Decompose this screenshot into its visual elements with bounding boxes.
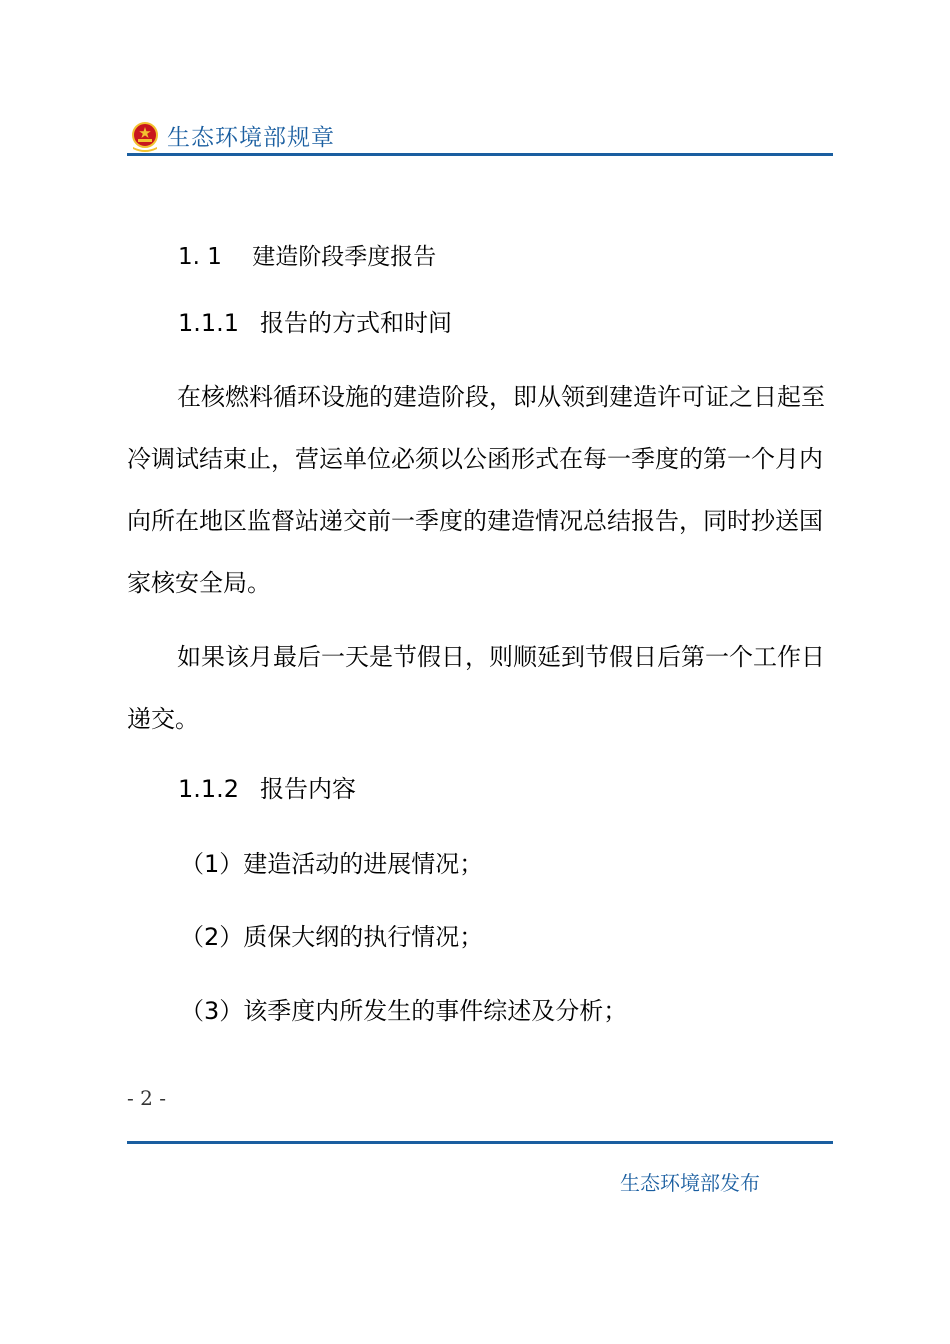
list-item-2: （2）质保大纲的执行情况； — [180, 923, 484, 951]
subsection-1-number: 1.1.1 — [178, 309, 240, 337]
paragraph-2: 如果该月最后一天是节假日，则顺延到节假日后第一个工作日递交。 — [127, 643, 825, 733]
paragraph-1: 在核燃料循环设施的建造阶段，即从领到建造许可证之日起至冷调试结束止，营运单位必须以公函形式在每一季度的第一个月内向所在地区监督站递交前一季度的建造情况总结报告，同时抄送国家核安全局。 — [127, 383, 825, 597]
footer-divider — [127, 1141, 833, 1144]
header-title: 生态环境部规章 — [167, 125, 335, 151]
subsection-1-title: 报告的方式和时间 — [260, 309, 452, 337]
footer-publisher: 生态环境部发布 — [620, 1171, 760, 1195]
page-header — [127, 118, 833, 158]
subsection-2-title: 报告内容 — [260, 775, 356, 803]
list-item-1: （1）建造活动的进展情况； — [180, 850, 484, 878]
subsection-2-number: 1.1.2 — [178, 775, 240, 803]
section-heading: 1. 1 建造阶段季度报告 — [178, 244, 437, 270]
list-item-3: （3）该季度内所发生的事件综述及分析； — [180, 997, 628, 1025]
national-emblem-icon — [129, 121, 161, 153]
page-number: - 2 - — [127, 1086, 166, 1110]
header-divider — [127, 153, 833, 156]
